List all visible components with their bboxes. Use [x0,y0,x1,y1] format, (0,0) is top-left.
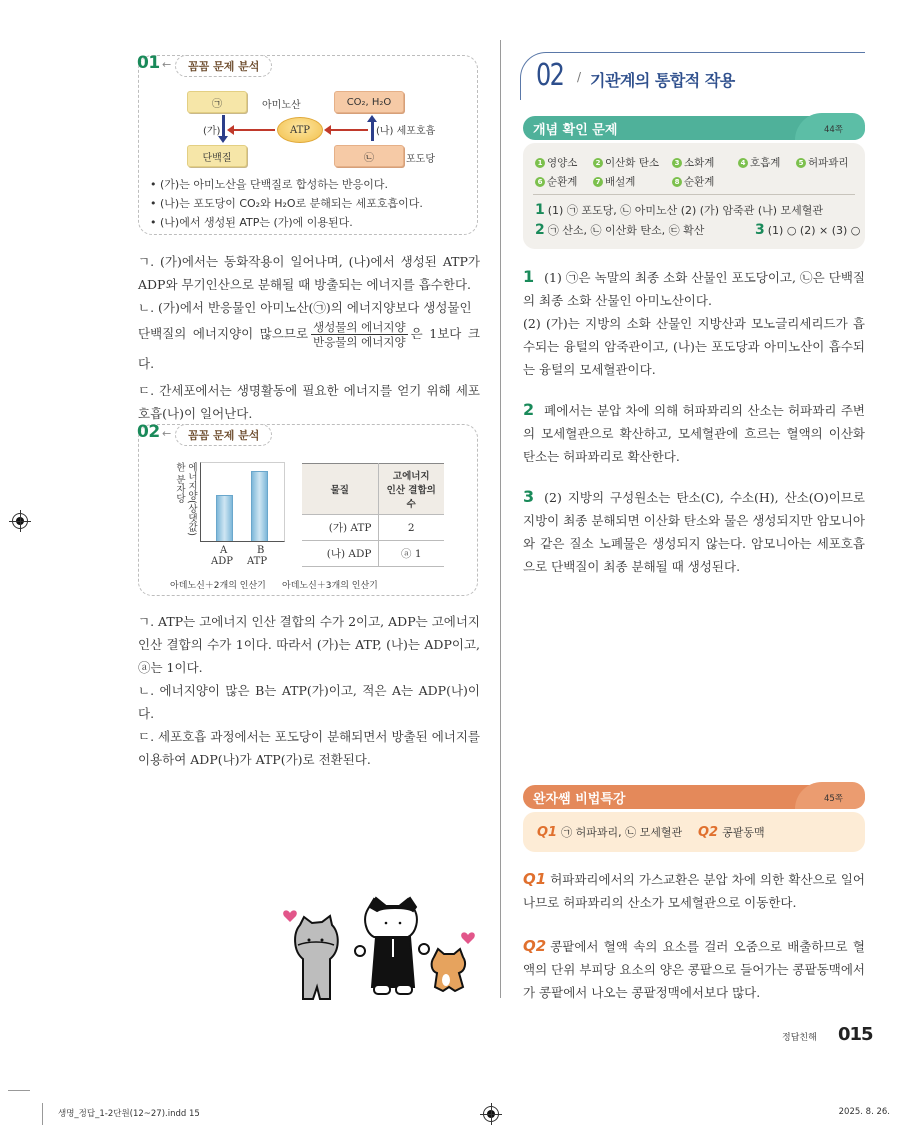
co2-h2o-box: CO₂, H₂O [334,91,404,113]
q1-analysis-tag: 꼼꼼 문제 분석 [175,55,272,77]
bullet-item: • (가)는 아미노산을 단백질로 합성하는 반응이다. [150,178,388,191]
keyword-item: 3 소화계 [672,155,714,170]
bullet-item: • (나)에서 생성된 ATP는 (가)에 이용된다. [150,216,353,229]
answer-1: 1 (1) ㉠ 포도당, ㉡ 아미노산 (2) (가) 암죽관 (나) 모세혈관 [535,202,824,218]
answer-separator [533,194,855,195]
bar-a-label: A [220,545,228,556]
bar-b-sub: ATP [247,556,268,567]
q1-number: 01 [137,53,160,73]
section-title: 기관계의 통합적 작용 [590,71,735,90]
bar-a-adp [216,495,233,541]
na-cellular-respiration-label: (나) 세포호흡 [376,126,436,137]
tips-page: 45쪽 [823,794,843,804]
arrow-left-icon: ← [162,427,172,440]
amino-acid-box: ㉠ [187,91,247,113]
crop-mark [8,1090,30,1091]
energy-fraction: $\frac{\text{생성물의 에너지양}}{\text{반응물의 에너지양}}$ [313,320,406,349]
tip-q2-answer: Q2 콩팥동맥 [698,825,765,840]
table-header-bonds: 고에너지 인산 결합의 수 [378,464,444,515]
registration-mark-icon [12,513,28,529]
bar-b-label: B [257,545,265,556]
phosphate-bond-table [302,463,444,567]
arrow-left-icon: ← [162,58,172,71]
keyword-item: 1 영양소 [535,155,577,170]
cats-illustration [278,885,483,1005]
explanation-giyeok: ㄱ. (가)에서는 동화작용이 일어나며, (나)에서 생성된 ATP가 ADP와 무기인산으로 분해될 때 방출되는 에너지를 흡수한다. [138,254,480,292]
crop-mark [42,1103,43,1125]
keyword-item: 6 순환계 [535,174,577,189]
explanation-digeut: ㄷ. 간세포에서는 생명활동에 필요한 에너지를 얻기 위해 세포호흡(나)이 일어난다. [138,383,480,421]
chart-ylabel-1: 한 분자당 [174,462,185,504]
print-date: 2025. 8. 26. [838,1107,890,1117]
bar-a-sub: ADP [211,556,233,567]
glucose-box: ㉡ [334,145,404,167]
footer-label: 정답친해 [782,1033,817,1043]
keyword-item: 5 허파꽈리 [796,155,849,170]
explanation-3: 3 (2) 지방의 구성원소는 탄소(C), 수소(H), 산소(O)이므로 지방이 최종 분해되면 이산화 탄소와 물은 생성되지만 암모니아와 같은 질소 노폐물은 생성되지 않는다. 암모니아는 세포호흡으로 단백질이 최종 분해될 때 생성된다. [523,487,865,574]
explanation-2: 2 폐에서는 분압 차에 의해 허파꽈리의 산소는 허파꽈리 주변의 모세혈관으로 확산하고, 모세혈관에 흐르는 혈액의 이산화 탄소는 허파꽈리로 확산한다. [523,400,865,464]
section-slash: / [577,70,582,84]
keyword-item: 8 순환계 [672,174,714,189]
arrow-down-icon [222,115,225,137]
atp-oval: ATP [277,117,323,143]
q1-explanation [138,250,480,425]
column-divider [500,40,501,998]
keyword-item: 4 호흡계 [738,155,780,170]
q2-analysis-tag: 꼼꼼 문제 분석 [175,424,272,446]
table-row: (가) ATP 2 [302,515,444,541]
keyword-item: 2 이산화 탄소 [593,155,659,170]
concept-check-band [523,116,865,140]
tip-q2-explanation: Q2 콩팥에서 혈액 속의 요소를 걸러 오줌으로 배출하므로 혈액의 단위 부피당 요소의 양은 콩팥으로 들어가는 콩팥동맥에서가 콩팥에서 나오는 콩팥정맥에서보다 많다. [523,937,865,1000]
chart-ylabel-2: 에너지양(상댓값) [186,462,197,536]
atp-note: 아데노신＋3개의 인산기 [282,581,378,591]
q2-explanation [138,610,480,771]
protein-box: 단백질 [187,145,247,167]
explanation-giyeok: ㄱ. ATP는 고에너지 인산 결합의 수가 2이고, ADP는 고에너지 인산 결합의 수가 1이다. 따라서 (가)는 ATP, (나)는 ADP이고, ⓐ는 1이다. [138,614,480,675]
concept-check-page: 44쪽 [823,125,843,135]
keyword-item: 7 배설계 [593,174,635,189]
tips-title: 완자쌤 비법특강 [533,791,626,807]
amino-acid-label: 아미노산 [262,100,301,111]
q1-bullets [150,175,423,232]
arrow-up-icon [371,121,374,141]
tips-band [523,785,865,809]
chart-plot-area [200,462,285,542]
arrow-left-red-icon [330,129,368,131]
explanation-1: 1 (1) ㉠은 녹말의 최종 소화 산물인 포도당이고, ㉡은 단백질의 최종 소화 산물인 아미노산이다. (2) (가)는 지방의 소화 산물인 지방산과 모노글리세리드가 흡수되는 융털의 암죽관이고, (나)는 포도당과 아미노산이 흡수되는 융털의 모세혈관이다. [523,267,865,377]
bar-b-atp [251,471,268,541]
print-filename: 생명_정답_1-2단원(12~27).indd 15 [58,1109,200,1119]
explanation-digeut: ㄷ. 세포호흡 과정에서는 포도당이 분해되면서 방출된 에너지를 이용하여 ADP(나)가 ATP(가)로 전환된다. [138,729,480,767]
explanation-nieun: ㄴ. 에너지양이 많은 B는 ATP(가)이고, 적은 A는 ADP(나)이다. [138,683,480,721]
q2-number: 02 [137,422,160,442]
glucose-label: 포도당 [406,154,435,165]
arrow-left-red-icon [233,129,275,131]
section-number: 02 [536,58,564,93]
adp-note: 아데노신＋2개의 인산기 [170,581,266,591]
explanation-nieun-line1: ㄴ. (가)에서 반응물인 아미노산(㉠)의 에너지양보다 생성물인 [138,300,472,315]
ga-label: (가) [203,126,221,137]
table-header-substance: 물질 [302,464,378,515]
tip-q1-answer: Q1 ㉠ 허파꽈리, ㉡ 모세혈관 [537,825,683,840]
answer-3: 3 (1) ○ (2) × (3) ○ [755,222,861,238]
concept-check-title: 개념 확인 문제 [533,122,618,138]
registration-mark-icon [483,1106,499,1122]
explanation-nieun-line2: 단백질의 에너지양이 많으므로 $\frac{\text{생성물의 에너지양}}{\text{반응물의 에너지양}}$ 은 1보다 크다. [138,320,480,371]
page-number: 015 [838,1024,873,1045]
table-row: (나) ADP ⓐ 1 [302,541,444,567]
tip-q1-explanation: Q1 허파꽈리에서의 가스교환은 분압 차에 의한 확산으로 일어나므로 허파꽈리의 산소가 모세혈관으로 이동한다. [523,870,865,910]
bullet-item: • (나)는 포도당이 CO₂와 H₂O로 분해되는 세포호흡이다. [150,197,423,210]
answer-2: 2 ㉠ 산소, ㉡ 이산화 탄소, ㉢ 확산 [535,222,705,238]
